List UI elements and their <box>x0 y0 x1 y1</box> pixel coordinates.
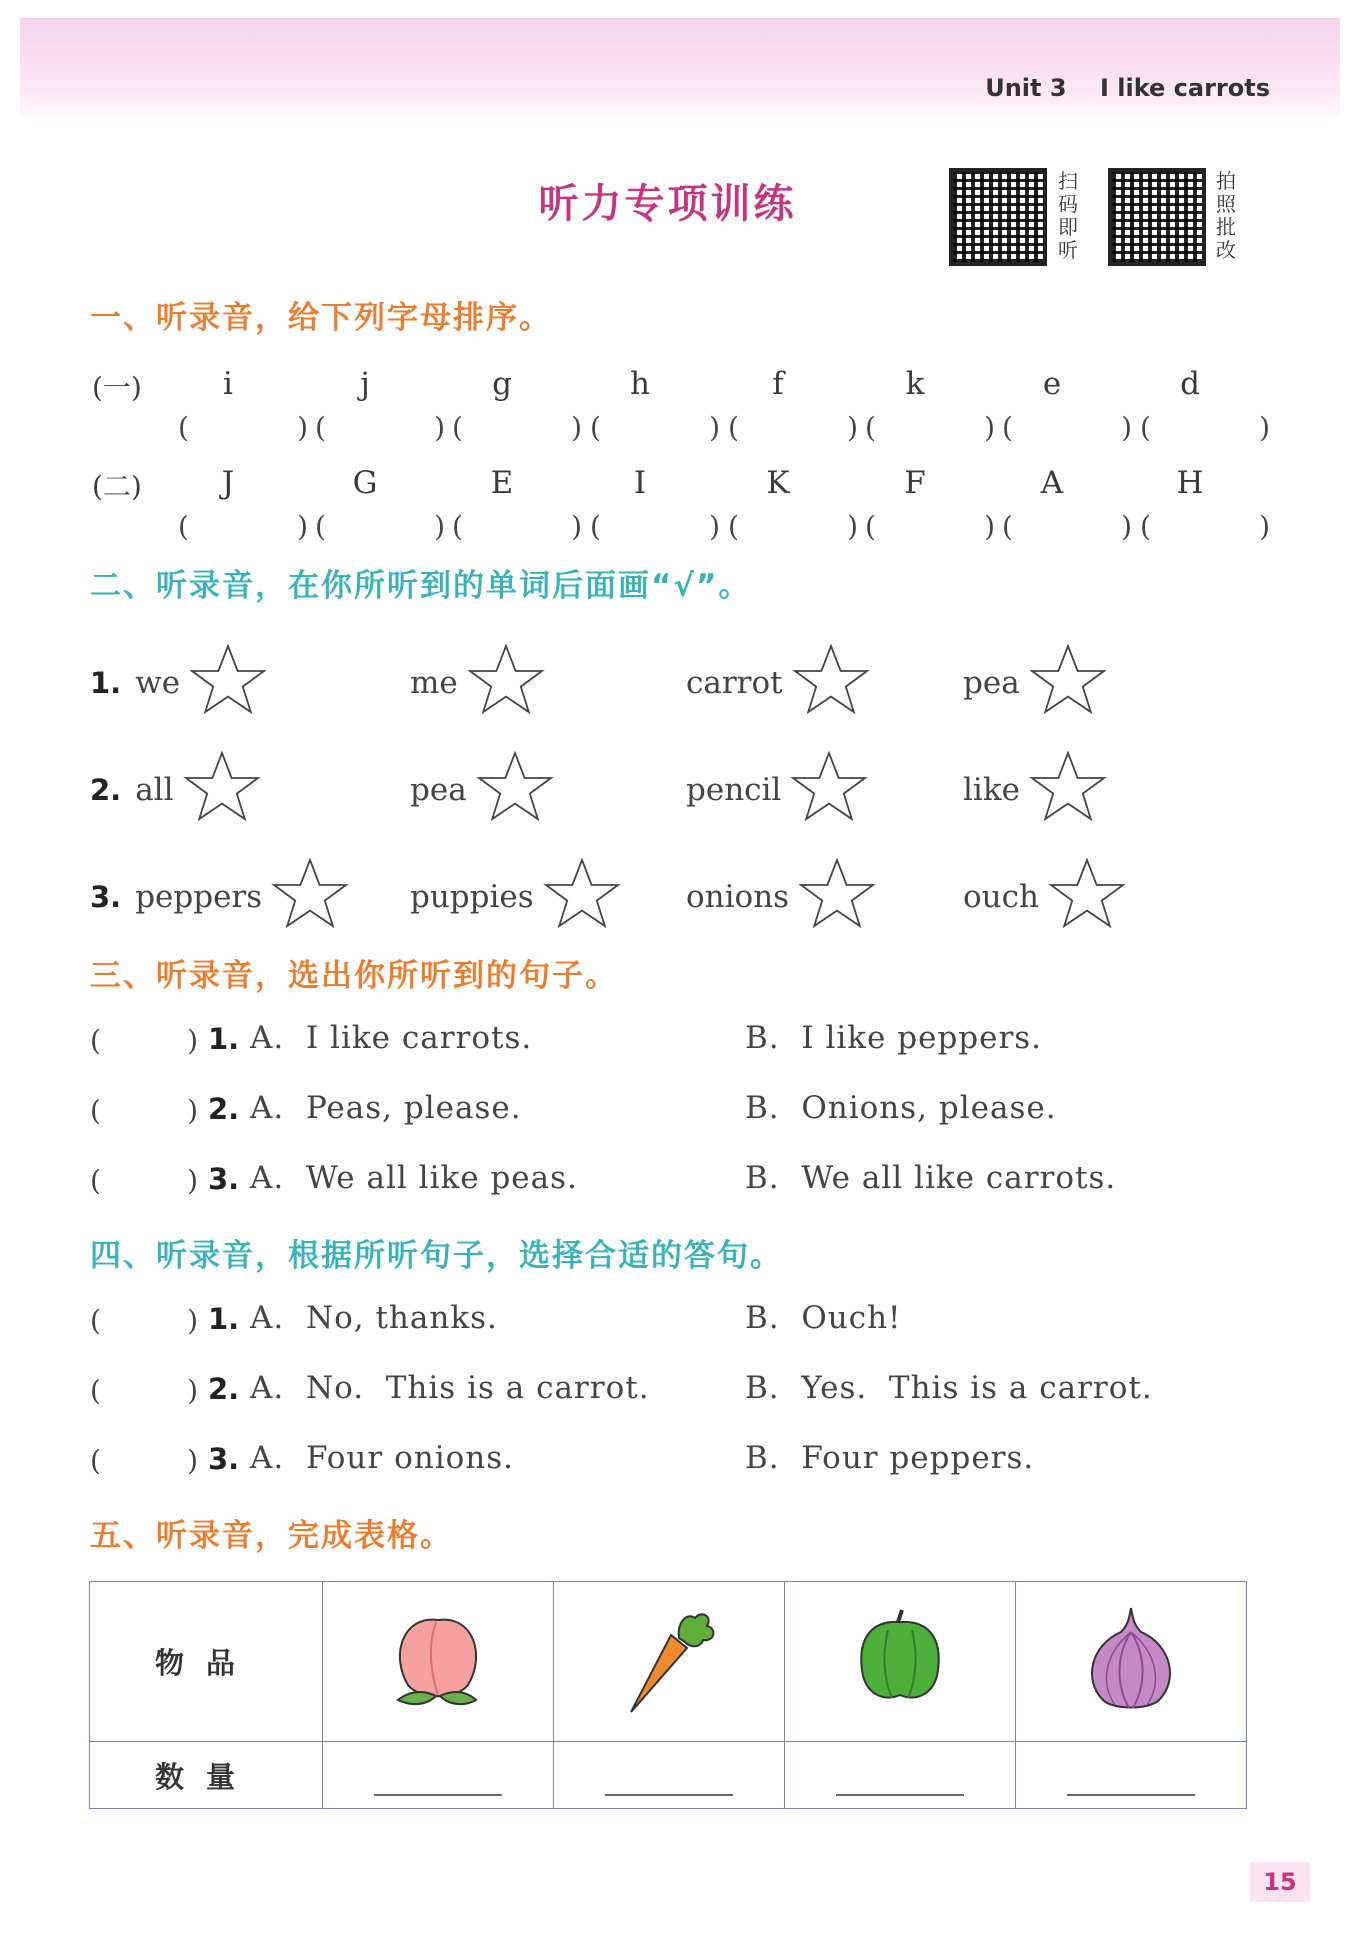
item-number: 2. <box>90 773 122 807</box>
word-item <box>90 755 262 825</box>
row-label: (二) <box>92 470 142 503</box>
option-a[interactable]: A. No, thanks. <box>250 1300 498 1336</box>
star-checkbox-icon[interactable] <box>188 642 268 718</box>
answer-blank[interactable] <box>836 1770 964 1796</box>
page-title: 听力专项训练 <box>538 181 797 227</box>
option-a[interactable]: A. I like carrots. <box>250 1020 533 1056</box>
word-item <box>410 862 622 932</box>
answer-blank[interactable] <box>374 1770 502 1796</box>
answer-parens[interactable]: ( ) <box>865 510 995 543</box>
word-label: me <box>410 665 458 701</box>
answer-parens[interactable]: ( ) <box>178 411 308 444</box>
qr-label-listen: 扫码即听 <box>1058 169 1078 262</box>
table-blank-pepper[interactable] <box>785 1742 1016 1809</box>
word-item <box>686 862 877 932</box>
star-checkbox-icon[interactable] <box>797 856 877 932</box>
answer-parens[interactable]: ( ) <box>865 411 995 444</box>
carrot-icon <box>609 1600 729 1720</box>
word-label: like <box>963 772 1020 808</box>
table-label-items: 物品 <box>90 1582 323 1742</box>
table-cell-peach <box>323 1582 554 1742</box>
option-a[interactable]: A. Peas, please. <box>250 1090 522 1126</box>
word-item <box>686 755 869 825</box>
word-label: pea <box>963 665 1020 701</box>
header-band <box>20 18 1340 123</box>
star-checkbox-icon[interactable] <box>1047 856 1127 932</box>
word-label: puppies <box>410 879 534 915</box>
star-checkbox-icon[interactable] <box>1028 749 1108 825</box>
item-number: 1. <box>208 1022 240 1056</box>
star-checkbox-icon[interactable] <box>182 749 262 825</box>
option-a[interactable]: A. We all like peas. <box>250 1160 578 1196</box>
letter: d <box>1180 366 1200 402</box>
item-number: 3. <box>90 880 122 914</box>
qr-code-listen[interactable] <box>949 168 1047 266</box>
letter: F <box>904 465 926 501</box>
letter: H <box>1176 465 1204 501</box>
star-checkbox-icon[interactable] <box>542 856 622 932</box>
star-checkbox-icon[interactable] <box>791 642 871 718</box>
section2-heading: 二、听录音，在你所听到的单词后面画“√”。 <box>90 568 752 604</box>
answer-parens[interactable]: ( ) <box>90 1304 198 1337</box>
answer-parens[interactable]: ( ) <box>90 1094 198 1127</box>
answer-parens[interactable]: ( ) <box>1002 411 1132 444</box>
letter: h <box>630 366 650 402</box>
table-label-quantity: 数量 <box>90 1742 323 1809</box>
option-b[interactable]: B. We all like carrots. <box>745 1160 1117 1196</box>
word-item <box>686 648 871 718</box>
letter: E <box>490 465 514 501</box>
answer-parens[interactable]: ( ) <box>728 411 858 444</box>
section1-heading: 一、听录音，给下列字母排序。 <box>90 300 552 336</box>
word-label: all <box>135 772 174 808</box>
table-blank-onion[interactable] <box>1016 1742 1247 1809</box>
table-cell-carrot <box>554 1582 785 1742</box>
word-label: pencil <box>686 772 782 808</box>
unit-title: Unit 3 I like carrots <box>985 74 1270 102</box>
star-checkbox-icon[interactable] <box>270 856 350 932</box>
option-b[interactable]: B. Four peppers. <box>745 1440 1035 1476</box>
item-number: 3. <box>208 1442 240 1476</box>
letter: f <box>772 366 784 402</box>
table-cell-onion <box>1016 1582 1247 1742</box>
answer-parens[interactable]: ( ) <box>1140 510 1270 543</box>
section3-heading: 三、听录音，选出你所听到的句子。 <box>90 958 618 994</box>
answer-parens[interactable]: ( ) <box>315 510 445 543</box>
onion-icon <box>1071 1600 1191 1720</box>
word-label: pea <box>410 772 467 808</box>
word-label: peppers <box>135 879 263 915</box>
answer-parens[interactable]: ( ) <box>590 411 720 444</box>
item-number: 3. <box>208 1162 240 1196</box>
answer-parens[interactable]: ( ) <box>452 510 582 543</box>
page-number: 15 <box>1250 1862 1310 1902</box>
answer-parens[interactable]: ( ) <box>90 1374 198 1407</box>
answer-parens[interactable]: ( ) <box>315 411 445 444</box>
peach-icon <box>378 1600 498 1720</box>
item-number: 2. <box>208 1092 240 1126</box>
word-item <box>90 862 350 932</box>
letter: g <box>492 366 512 402</box>
answer-blank[interactable] <box>1067 1770 1195 1796</box>
answer-parens[interactable]: ( ) <box>178 510 308 543</box>
letter: J <box>221 465 235 501</box>
table-blank-carrot[interactable] <box>554 1742 785 1809</box>
word-item <box>90 648 268 718</box>
item-number: 1. <box>208 1302 240 1336</box>
word-label: ouch <box>963 879 1039 915</box>
word-label: onions <box>686 879 790 915</box>
pepper-icon <box>840 1600 960 1720</box>
star-checkbox-icon[interactable] <box>466 642 546 718</box>
option-a[interactable]: A. Four onions. <box>250 1440 514 1476</box>
letter: K <box>766 465 790 501</box>
section4-heading: 四、听录音，根据所听句子，选择合适的答句。 <box>90 1238 783 1274</box>
option-b[interactable]: B. I like peppers. <box>745 1020 1043 1056</box>
answer-blank[interactable] <box>605 1770 733 1796</box>
option-a[interactable]: A. No. This is a carrot. <box>250 1370 650 1406</box>
table-cell-pepper <box>785 1582 1016 1742</box>
qr-label-check: 拍照批改 <box>1216 169 1236 262</box>
star-checkbox-icon[interactable] <box>1028 642 1108 718</box>
letter: k <box>905 366 925 402</box>
letter: i <box>223 366 233 402</box>
qr-code-check[interactable] <box>1108 168 1206 266</box>
word-item <box>963 648 1108 718</box>
answer-parens[interactable]: ( ) <box>590 510 720 543</box>
answer-parens[interactable]: ( ) <box>452 411 582 444</box>
star-checkbox-icon[interactable] <box>789 749 869 825</box>
word-item <box>963 862 1127 932</box>
word-item <box>410 648 546 718</box>
letter: A <box>1040 465 1064 501</box>
answer-table <box>89 1581 1247 1809</box>
table-blank-peach[interactable] <box>323 1742 554 1809</box>
answer-parens[interactable]: ( ) <box>90 1444 198 1477</box>
item-number: 2. <box>208 1372 240 1406</box>
letter: I <box>633 465 647 501</box>
answer-parens[interactable]: ( ) <box>90 1164 198 1197</box>
answer-parens[interactable]: ( ) <box>1002 510 1132 543</box>
answer-parens[interactable]: ( ) <box>728 510 858 543</box>
letter: e <box>1042 366 1062 402</box>
answer-parens[interactable]: ( ) <box>90 1024 198 1057</box>
letter: G <box>352 465 378 501</box>
word-label: carrot <box>686 665 783 701</box>
star-checkbox-icon[interactable] <box>475 749 555 825</box>
answer-parens[interactable]: ( ) <box>1140 411 1270 444</box>
item-number: 1. <box>90 666 122 700</box>
option-b[interactable]: B. Ouch! <box>745 1300 902 1336</box>
word-label: we <box>135 665 181 701</box>
option-b[interactable]: B. Yes. This is a carrot. <box>745 1370 1153 1406</box>
option-b[interactable]: B. Onions, please. <box>745 1090 1057 1126</box>
word-item <box>410 755 555 825</box>
letter: j <box>360 366 370 402</box>
word-item <box>963 755 1108 825</box>
section5-heading: 五、听录音，完成表格。 <box>90 1518 453 1554</box>
row-label: (一) <box>92 371 142 404</box>
